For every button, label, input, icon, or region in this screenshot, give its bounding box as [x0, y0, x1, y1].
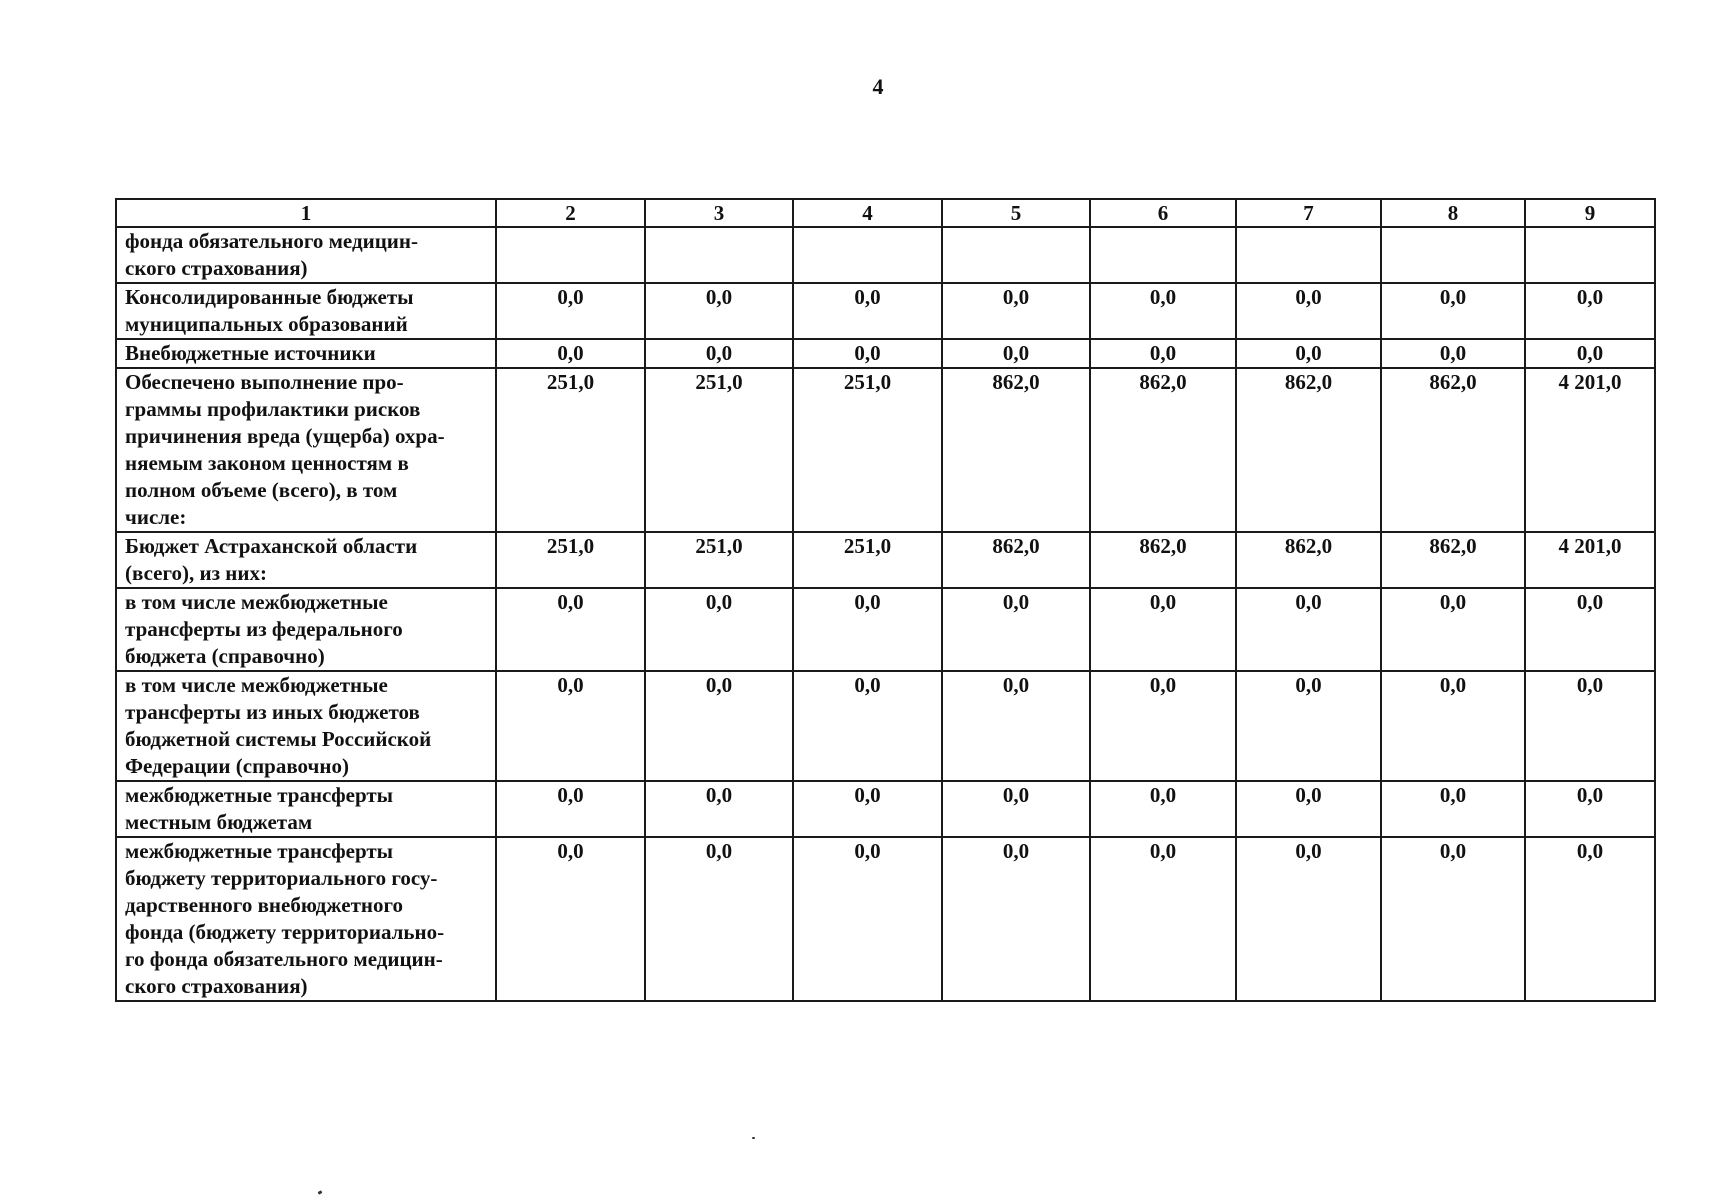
column-number-cell: 3	[645, 199, 793, 227]
row-label-line: трансферты из федерального	[125, 617, 403, 641]
value-cell: 0,0	[1381, 781, 1525, 837]
table-row	[116, 283, 1655, 339]
row-label-line: фонда обязательного медицин-	[125, 229, 418, 253]
value-cell: 0,0	[942, 588, 1090, 671]
value-cell: 0,0	[1236, 781, 1381, 837]
value-cell: 0,0	[1236, 671, 1381, 781]
value-cell	[645, 227, 793, 283]
row-label-cell	[116, 671, 496, 781]
row-label-cell	[116, 588, 496, 671]
table-row	[116, 588, 1655, 671]
value-cell: 4 201,0	[1525, 368, 1655, 532]
column-number-cell: 7	[1236, 199, 1381, 227]
value-cell: 862,0	[1090, 368, 1236, 532]
value-cell	[1525, 227, 1655, 283]
value-cell: 0,0	[496, 339, 645, 368]
value-cell: 862,0	[1236, 368, 1381, 532]
value-cell: 862,0	[942, 368, 1090, 532]
value-cell: 0,0	[645, 339, 793, 368]
table-body	[116, 199, 1655, 1001]
value-cell: 0,0	[496, 671, 645, 781]
value-cell: 0,0	[1525, 588, 1655, 671]
column-number-cell: 9	[1525, 199, 1655, 227]
row-label-line: Консолидированные бюджеты	[125, 285, 414, 309]
column-number-cell: 2	[496, 199, 645, 227]
row-label-cell	[116, 283, 496, 339]
value-cell: 0,0	[1381, 588, 1525, 671]
row-label-line: ского страхования)	[125, 974, 308, 998]
value-cell: 0,0	[1525, 781, 1655, 837]
value-cell	[1381, 227, 1525, 283]
value-cell: 0,0	[496, 588, 645, 671]
row-label-line: фонда (бюджету территориально-	[125, 920, 445, 944]
value-cell: 0,0	[645, 283, 793, 339]
value-cell: 0,0	[793, 283, 942, 339]
table-row	[116, 227, 1655, 283]
value-cell: 251,0	[496, 368, 645, 532]
column-number-cell: 4	[793, 199, 942, 227]
value-cell: 0,0	[1525, 837, 1655, 1001]
value-cell: 0,0	[942, 283, 1090, 339]
value-cell: 251,0	[793, 368, 942, 532]
column-number-row	[116, 199, 1655, 227]
value-cell: 0,0	[1236, 283, 1381, 339]
row-label-line: го фонда обязательного медицин-	[125, 947, 443, 971]
value-cell: 0,0	[1090, 588, 1236, 671]
value-cell: 0,0	[496, 837, 645, 1001]
value-cell: 251,0	[645, 368, 793, 532]
value-cell: 0,0	[1090, 339, 1236, 368]
value-cell: 0,0	[1381, 837, 1525, 1001]
row-label-line: муниципальных образований	[125, 312, 408, 336]
row-label-cell	[116, 368, 496, 532]
row-label-cell	[116, 339, 496, 368]
row-label-line: граммы профилактики рисков	[125, 397, 421, 421]
row-label-line: трансферты из иных бюджетов	[125, 700, 420, 724]
value-cell: 862,0	[1381, 368, 1525, 532]
value-cell: 0,0	[793, 671, 942, 781]
row-label-cell	[116, 781, 496, 837]
value-cell	[942, 227, 1090, 283]
value-cell: 251,0	[645, 532, 793, 588]
value-cell: 4 201,0	[1525, 532, 1655, 588]
value-cell	[496, 227, 645, 283]
row-label-line: числе:	[125, 505, 187, 529]
row-label-line: полном объеме (всего), в том	[125, 478, 398, 502]
value-cell: 862,0	[1236, 532, 1381, 588]
value-cell: 0,0	[1525, 283, 1655, 339]
value-cell: 862,0	[942, 532, 1090, 588]
value-cell: 0,0	[1525, 339, 1655, 368]
row-label-line: няемым законом ценностям в	[125, 451, 409, 475]
row-label-line: дарственного внебюджетного	[125, 893, 403, 917]
row-label-line: Бюджет Астраханской области	[125, 534, 418, 558]
row-label-line: ского страхования)	[125, 256, 308, 280]
value-cell	[1090, 227, 1236, 283]
page-number: 4	[872, 74, 884, 99]
value-cell	[1236, 227, 1381, 283]
value-cell: 0,0	[1090, 781, 1236, 837]
column-number-cell: 1	[116, 199, 496, 227]
value-cell: 0,0	[645, 837, 793, 1001]
value-cell: 0,0	[496, 781, 645, 837]
row-label-line: причинения вреда (ущерба) охра-	[125, 424, 445, 448]
row-label-line: местным бюджетам	[125, 810, 313, 834]
value-cell: 0,0	[1525, 671, 1655, 781]
value-cell: 0,0	[496, 283, 645, 339]
value-cell: 0,0	[942, 781, 1090, 837]
value-cell: 0,0	[1381, 671, 1525, 781]
value-cell: 0,0	[1236, 837, 1381, 1001]
row-label-line: Внебюджетные источники	[125, 341, 376, 365]
column-number-cell: 8	[1381, 199, 1525, 227]
value-cell: 0,0	[645, 588, 793, 671]
scan-speck	[318, 1190, 323, 1195]
row-label-line: в том числе межбюджетные	[125, 673, 388, 697]
row-label-line: (всего), из них:	[125, 561, 267, 585]
value-cell: 0,0	[1090, 671, 1236, 781]
table-row	[116, 671, 1655, 781]
row-label-cell	[116, 227, 496, 283]
row-label-line: бюджетной системы Российской	[125, 727, 432, 751]
budget-table	[115, 198, 1656, 1002]
value-cell: 0,0	[942, 671, 1090, 781]
value-cell: 0,0	[793, 837, 942, 1001]
value-cell: 862,0	[1090, 532, 1236, 588]
table-row	[116, 781, 1655, 837]
value-cell: 0,0	[645, 781, 793, 837]
scan-speck	[752, 1137, 755, 1139]
row-label-line: бюджету территориального госу-	[125, 866, 438, 890]
row-label-line: бюджета (справочно)	[125, 644, 325, 668]
value-cell: 0,0	[1236, 339, 1381, 368]
value-cell: 0,0	[942, 837, 1090, 1001]
row-label-line: межбюджетные трансферты	[125, 783, 394, 807]
row-label-line: межбюджетные трансферты	[125, 839, 394, 863]
value-cell: 0,0	[1236, 588, 1381, 671]
value-cell: 0,0	[1090, 837, 1236, 1001]
value-cell: 251,0	[496, 532, 645, 588]
table-row	[116, 532, 1655, 588]
table-row	[116, 339, 1655, 368]
row-label-cell	[116, 837, 496, 1001]
table-row	[116, 837, 1655, 1001]
row-label-cell	[116, 532, 496, 588]
row-label-line: Обеспечено выполнение про-	[125, 370, 404, 394]
value-cell: 0,0	[1090, 283, 1236, 339]
column-number-cell: 6	[1090, 199, 1236, 227]
value-cell: 0,0	[942, 339, 1090, 368]
row-label-line: в том числе межбюджетные	[125, 590, 388, 614]
column-number-cell: 5	[942, 199, 1090, 227]
value-cell: 862,0	[1381, 532, 1525, 588]
value-cell: 0,0	[1381, 339, 1525, 368]
value-cell	[793, 227, 942, 283]
value-cell: 0,0	[793, 781, 942, 837]
value-cell: 251,0	[793, 532, 942, 588]
row-label-line: Федерации (справочно)	[125, 754, 349, 778]
table-row	[116, 368, 1655, 532]
value-cell: 0,0	[645, 671, 793, 781]
value-cell: 0,0	[793, 339, 942, 368]
value-cell: 0,0	[1381, 283, 1525, 339]
value-cell: 0,0	[793, 588, 942, 671]
